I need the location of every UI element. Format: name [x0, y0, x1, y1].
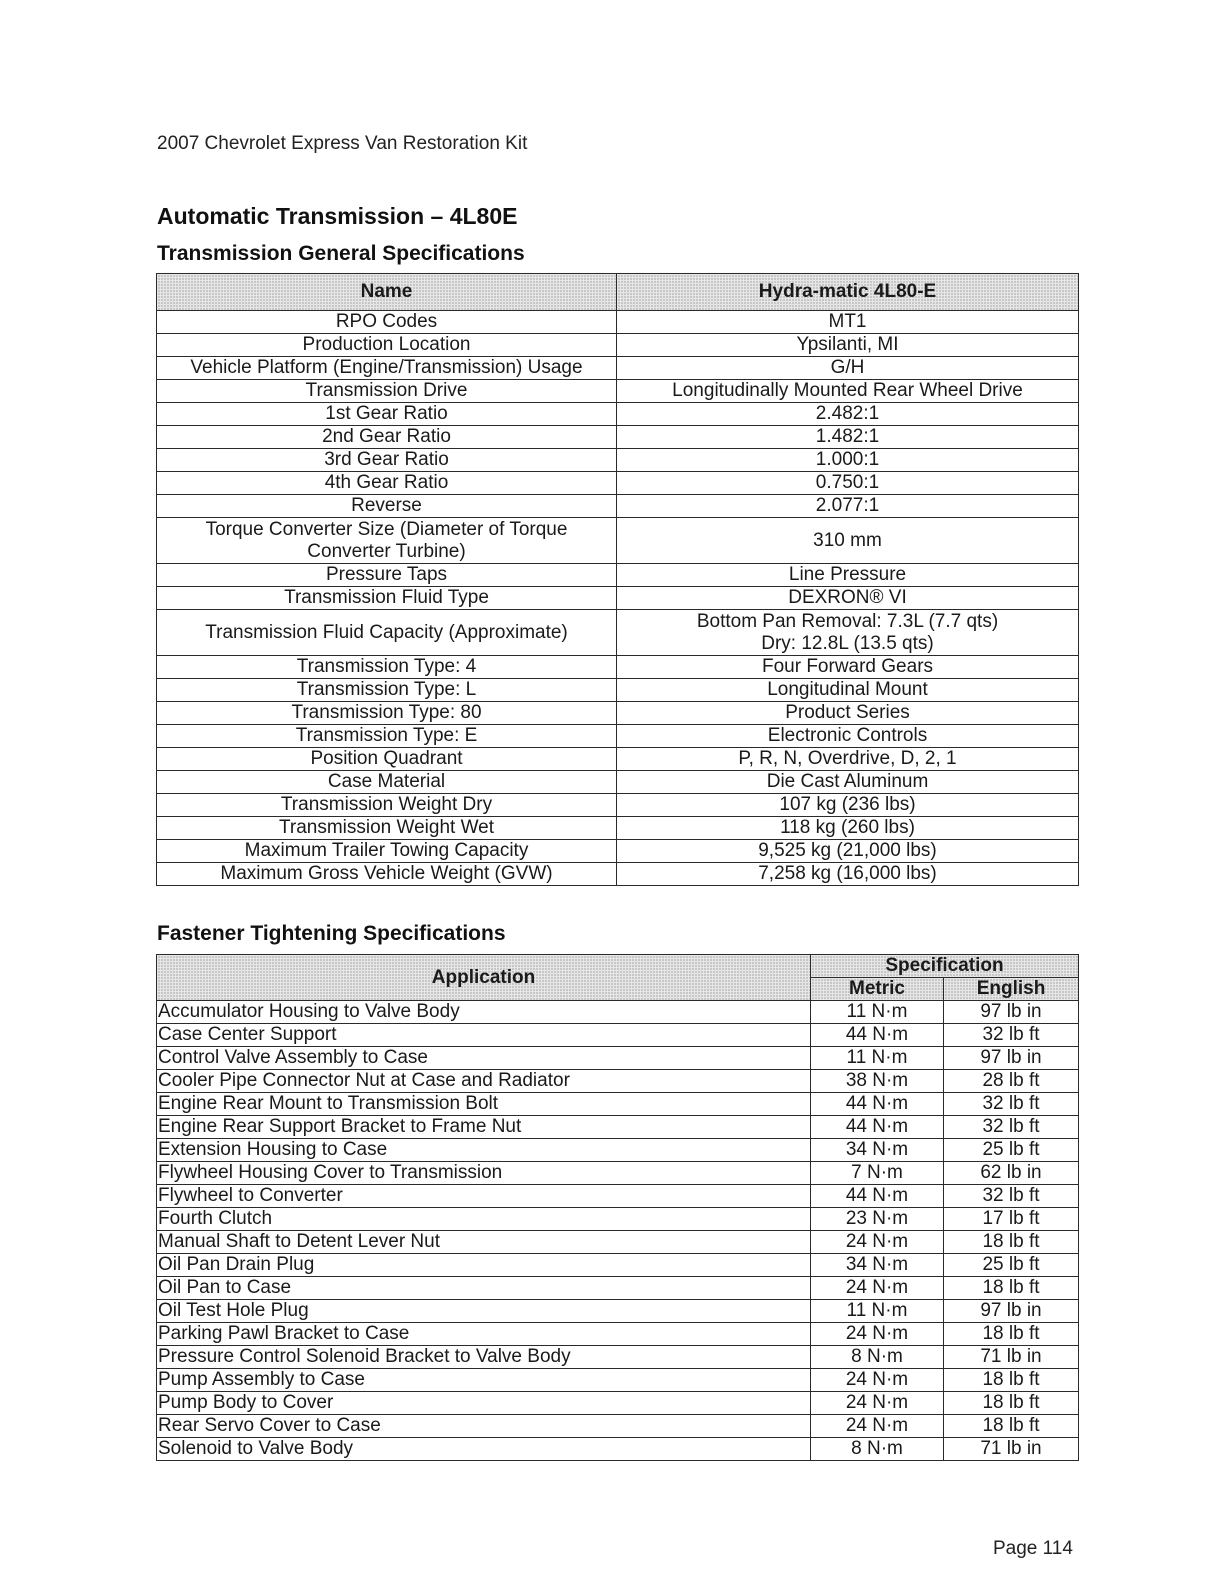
table-row [157, 1024, 1079, 1047]
spec-name-cell: Torque Converter Size (Diameter of Torque Converter Turbine) [157, 518, 617, 564]
table-row [157, 1231, 1079, 1254]
table-row [157, 1277, 1079, 1300]
spec-name-cell: Vehicle Platform (Engine/Transmission) Usage [157, 357, 617, 380]
table-row [157, 472, 1079, 495]
table-row [157, 863, 1079, 886]
general-specs-table [156, 273, 1079, 886]
application-cell: Control Valve Assembly to Case [157, 1047, 811, 1070]
application-cell: Manual Shaft to Detent Lever Nut [157, 1231, 811, 1254]
table-row [157, 1300, 1079, 1323]
column-header-application: Application [157, 955, 811, 1001]
column-header-name: Name [157, 274, 617, 311]
metric-cell: 24 N·m [811, 1369, 944, 1392]
table-row [157, 1323, 1079, 1346]
english-cell: 28 lb ft [944, 1070, 1079, 1093]
spec-value-line: Bottom Pan Removal: 7.3L (7.7 qts) [696, 610, 999, 632]
table-row [157, 1093, 1079, 1116]
application-cell: Fourth Clutch [157, 1208, 811, 1231]
spec-name-cell: Transmission Type: 4 [157, 656, 617, 679]
spec-name-cell: Pressure Taps [157, 564, 617, 587]
metric-cell: 7 N·m [811, 1162, 944, 1185]
fastener-header-row-1 [157, 955, 1079, 978]
english-cell: 25 lb ft [944, 1254, 1079, 1277]
section-title: Automatic Transmission – 4L80E [157, 203, 518, 229]
spec-name-cell: 2nd Gear Ratio [157, 426, 617, 449]
application-cell: Flywheel to Converter [157, 1185, 811, 1208]
table-row [157, 1346, 1079, 1369]
table-row [157, 610, 1079, 656]
spec-value-cell: Electronic Controls [617, 725, 1079, 748]
application-cell: Oil Pan Drain Plug [157, 1254, 811, 1277]
spec-name-cell: Transmission Type: L [157, 679, 617, 702]
metric-cell: 34 N·m [811, 1254, 944, 1277]
english-cell: 18 lb ft [944, 1369, 1079, 1392]
fastener-specs-table [156, 954, 1079, 1461]
spec-name-cell: Transmission Fluid Capacity (Approximate) [157, 610, 617, 656]
english-cell: 97 lb in [944, 1001, 1079, 1024]
column-header-english: English [944, 978, 1079, 1001]
table-row [157, 1162, 1079, 1185]
spec-value-cell: Line Pressure [617, 564, 1079, 587]
english-cell: 32 lb ft [944, 1185, 1079, 1208]
spec-name-cell: Case Material [157, 771, 617, 794]
table-row [157, 334, 1079, 357]
english-cell: 18 lb ft [944, 1415, 1079, 1438]
spec-value-cell: 310 mm [617, 518, 1079, 564]
spec-value-cell: Longitudinal Mount [617, 679, 1079, 702]
table-row [157, 449, 1079, 472]
spec-name-cell: Transmission Weight Dry [157, 794, 617, 817]
table-row [157, 1415, 1079, 1438]
table-row [157, 380, 1079, 403]
metric-cell: 23 N·m [811, 1208, 944, 1231]
fastener-table-body [157, 1001, 1079, 1461]
english-cell: 17 lb ft [944, 1208, 1079, 1231]
table-row [157, 1139, 1079, 1162]
metric-cell: 24 N·m [811, 1415, 944, 1438]
table-row [157, 426, 1079, 449]
document-header: 2007 Chevrolet Express Van Restoration Kit [157, 133, 528, 154]
application-cell: Cooler Pipe Connector Nut at Case and Radiator [157, 1070, 811, 1093]
spec-name-cell: Position Quadrant [157, 748, 617, 771]
spec-value-cell: 107 kg (236 lbs) [617, 794, 1079, 817]
metric-cell: 24 N·m [811, 1392, 944, 1415]
english-cell: 18 lb ft [944, 1231, 1079, 1254]
spec-name-cell: Transmission Weight Wet [157, 817, 617, 840]
column-header-specification: Specification [811, 955, 1079, 978]
table-row [157, 357, 1079, 380]
english-cell: 71 lb in [944, 1438, 1079, 1461]
table-row [157, 587, 1079, 610]
metric-cell: 34 N·m [811, 1139, 944, 1162]
spec-name-cell: Transmission Drive [157, 380, 617, 403]
metric-cell: 11 N·m [811, 1047, 944, 1070]
column-header-metric: Metric [811, 978, 944, 1001]
spec-name-cell: Transmission Type: 80 [157, 702, 617, 725]
application-cell: Solenoid to Valve Body [157, 1438, 811, 1461]
table-row [157, 1001, 1079, 1024]
table-row [157, 1185, 1079, 1208]
table-row [157, 1047, 1079, 1070]
application-cell: Pump Assembly to Case [157, 1369, 811, 1392]
english-cell: 97 lb in [944, 1300, 1079, 1323]
spec-name-cell: 4th Gear Ratio [157, 472, 617, 495]
english-cell: 18 lb ft [944, 1277, 1079, 1300]
spec-value-cell: Ypsilanti, MI [617, 334, 1079, 357]
table-row [157, 748, 1079, 771]
table-row [157, 840, 1079, 863]
table-row [157, 1070, 1079, 1093]
english-cell: 32 lb ft [944, 1093, 1079, 1116]
general-header-row [157, 274, 1079, 311]
spec-value-cell: 1.000:1 [617, 449, 1079, 472]
table-row [157, 679, 1079, 702]
table-row [157, 495, 1079, 518]
application-cell: Pump Body to Cover [157, 1392, 811, 1415]
metric-cell: 11 N·m [811, 1300, 944, 1323]
spec-name-cell: Reverse [157, 495, 617, 518]
table-row [157, 564, 1079, 587]
spec-value-cell: Die Cast Aluminum [617, 771, 1079, 794]
metric-cell: 44 N·m [811, 1116, 944, 1139]
spec-name-cell: Maximum Trailer Towing Capacity [157, 840, 617, 863]
spec-value-cell: 1.482:1 [617, 426, 1079, 449]
english-cell: 71 lb in [944, 1346, 1079, 1369]
general-specs-title: Transmission General Specifications [157, 242, 525, 265]
english-cell: 25 lb ft [944, 1139, 1079, 1162]
table-row [157, 1254, 1079, 1277]
metric-cell: 24 N·m [811, 1277, 944, 1300]
metric-cell: 8 N·m [811, 1438, 944, 1461]
application-cell: Oil Test Hole Plug [157, 1300, 811, 1323]
spec-value-cell: DEXRON® VI [617, 587, 1079, 610]
english-cell: 32 lb ft [944, 1024, 1079, 1047]
spec-value-cell: MT1 [617, 311, 1079, 334]
spec-value-cell: Four Forward Gears [617, 656, 1079, 679]
table-row [157, 403, 1079, 426]
table-row [157, 1392, 1079, 1415]
application-cell: Engine Rear Support Bracket to Frame Nut [157, 1116, 811, 1139]
spec-value-cell: 118 kg (260 lbs) [617, 817, 1079, 840]
table-row [157, 518, 1079, 564]
table-row [157, 311, 1079, 334]
spec-value-cell: G/H [617, 357, 1079, 380]
table-row [157, 1116, 1079, 1139]
application-cell: Pressure Control Solenoid Bracket to Valve Body [157, 1346, 811, 1369]
application-cell: Extension Housing to Case [157, 1139, 811, 1162]
spec-name-cell: Transmission Type: E [157, 725, 617, 748]
table-row [157, 1208, 1079, 1231]
spec-value-cell: Longitudinally Mounted Rear Wheel Drive [617, 380, 1079, 403]
metric-cell: 44 N·m [811, 1185, 944, 1208]
fastener-specs-title: Fastener Tightening Specifications [157, 922, 506, 945]
application-cell: Engine Rear Mount to Transmission Bolt [157, 1093, 811, 1116]
application-cell: Oil Pan to Case [157, 1277, 811, 1300]
spec-value-cell [617, 610, 1079, 656]
spec-value-cell: 2.077:1 [617, 495, 1079, 518]
spec-name-cell: Production Location [157, 334, 617, 357]
table-row [157, 817, 1079, 840]
metric-cell: 24 N·m [811, 1323, 944, 1346]
application-cell: Case Center Support [157, 1024, 811, 1047]
application-cell: Accumulator Housing to Valve Body [157, 1001, 811, 1024]
table-row [157, 702, 1079, 725]
column-header-value: Hydra-matic 4L80-E [617, 274, 1079, 311]
spec-value-line: Dry: 12.8L (13.5 qts) [761, 632, 934, 654]
spec-name-cell: 1st Gear Ratio [157, 403, 617, 426]
spec-value-cell: 9,525 kg (21,000 lbs) [617, 840, 1079, 863]
table-row [157, 1438, 1079, 1461]
table-row [157, 656, 1079, 679]
english-cell: 18 lb ft [944, 1392, 1079, 1415]
metric-cell: 38 N·m [811, 1070, 944, 1093]
english-cell: 18 lb ft [944, 1323, 1079, 1346]
metric-cell: 44 N·m [811, 1024, 944, 1047]
metric-cell: 44 N·m [811, 1093, 944, 1116]
english-cell: 62 lb in [944, 1162, 1079, 1185]
english-cell: 32 lb ft [944, 1116, 1079, 1139]
english-cell: 97 lb in [944, 1047, 1079, 1070]
spec-name-cell: RPO Codes [157, 311, 617, 334]
application-cell: Parking Pawl Bracket to Case [157, 1323, 811, 1346]
table-row [157, 771, 1079, 794]
spec-value-cell: 7,258 kg (16,000 lbs) [617, 863, 1079, 886]
spec-name-cell: Maximum Gross Vehicle Weight (GVW) [157, 863, 617, 886]
spec-value-cell: P, R, N, Overdrive, D, 2, 1 [617, 748, 1079, 771]
table-row [157, 725, 1079, 748]
spec-name-cell: 3rd Gear Ratio [157, 449, 617, 472]
application-cell: Rear Servo Cover to Case [157, 1415, 811, 1438]
metric-cell: 11 N·m [811, 1001, 944, 1024]
table-row [157, 794, 1079, 817]
spec-name-cell: Transmission Fluid Type [157, 587, 617, 610]
general-table-body [157, 311, 1079, 886]
table-row [157, 1369, 1079, 1392]
metric-cell: 8 N·m [811, 1346, 944, 1369]
application-cell: Flywheel Housing Cover to Transmission [157, 1162, 811, 1185]
metric-cell: 24 N·m [811, 1231, 944, 1254]
spec-value-cell: 0.750:1 [617, 472, 1079, 495]
spec-value-cell: 2.482:1 [617, 403, 1079, 426]
page-number: Page 114 [993, 1538, 1073, 1559]
spec-value-cell: Product Series [617, 702, 1079, 725]
